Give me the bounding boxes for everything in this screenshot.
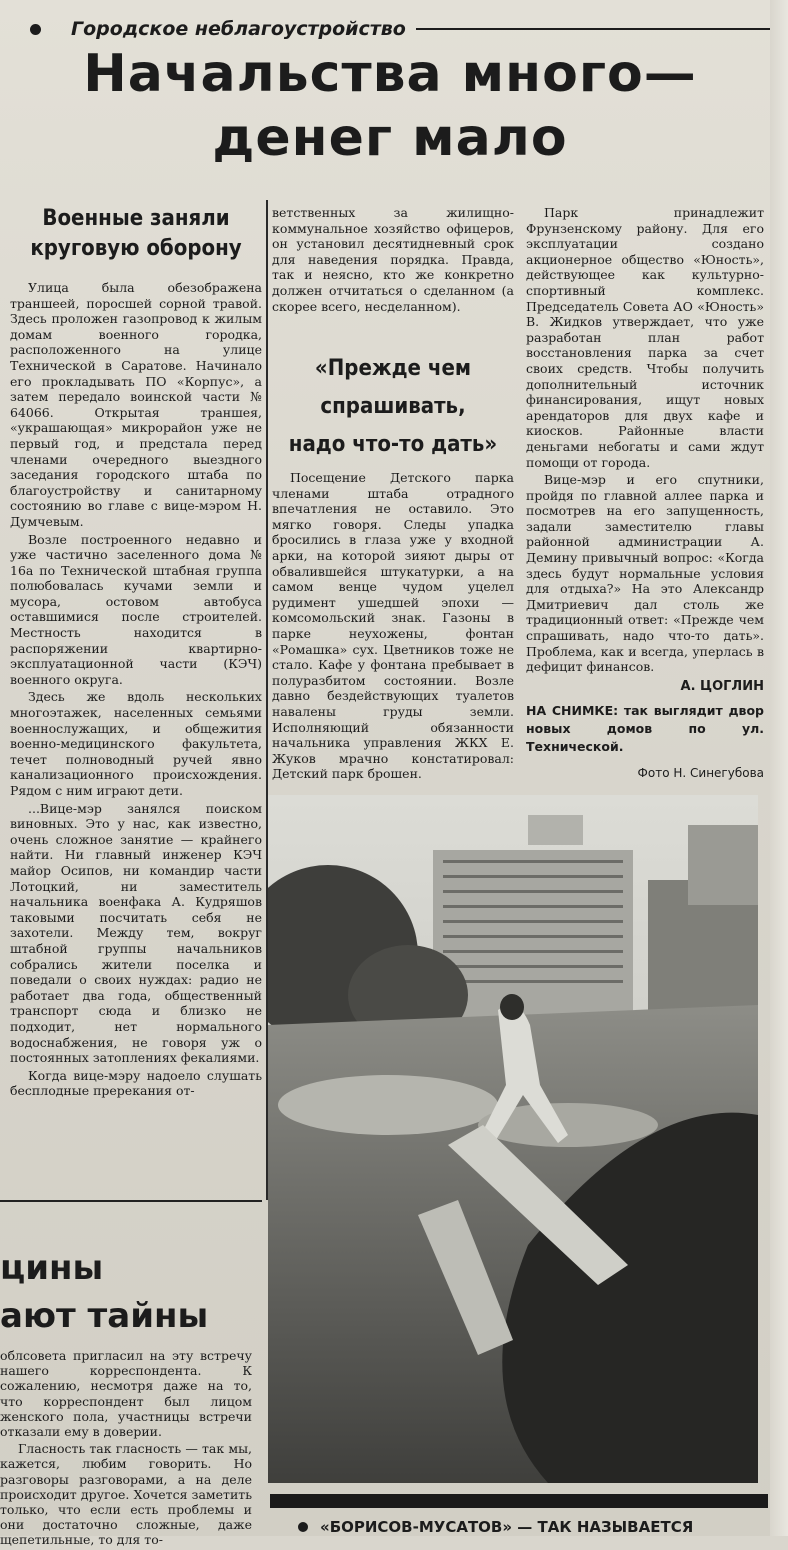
bottom-rule <box>270 1494 768 1508</box>
rubric-rule <box>416 28 770 30</box>
paragraph: Посещение Детского парка членами штаба отрадного впечатления не оставило. Это мягко говоря. Следы упадка бросились в глаза уже у входной арки, на которой зияют дыры от обвалившейся штукатурки, а на самом венце чудом уцелел рудимент ушедшей эпохи — комсомольский знак. Газоны в парке неухожены, фонтан «Ромашка» сух. Цветников тоже не стало. Кафе у фонтана пребывает в полуразбитом состоянии. Возле давно бездействующих туалетов навалены груды земли. Исполняющий обязанности начальника управления ЖКХ Е. Жуков мрачно констатировал: Детский парк брошен. <box>272 470 514 782</box>
paragraph: Улица была обезображена траншеей, поросшей сорной травой. Здесь проложен газопровод к жилым домам военного городка, расположенного на улице Технической в Саратове. Начинало его прокладывать ПО «Корпус», а затем передало воинской части № 64066. Открытая траншея, «украшающая» микрорайон уже не первый год, и предстала перед членами очередного выездного заседания городского штаба по благоустройству и санитарному состоянию во главе с вице-мэром Н. Думчевым. <box>10 280 262 529</box>
main-headline <box>40 42 740 170</box>
section1-title-line: Военные заняли <box>42 206 230 231</box>
section2-title-line: спрашивать, <box>320 394 466 419</box>
paragraph: ветственных за жилищно-коммунальное хозяйство офицеров, он установил десятидневный срок для наведения порядка. Правда, так и неясно, кто же конкретно должен отчитаться о сделанном (а скорее всего, несделанном). <box>272 205 514 314</box>
bullet-icon <box>30 24 41 35</box>
headline-line-2: денег мало <box>212 108 568 168</box>
section2-continuation <box>272 205 514 316</box>
paragraph: Парк принадлежит Фрунзенскому району. Для его эксплуатации создано акционерное общество «Юность», действующее как культурно-спортивный комплекс. Председатель Совета АО «Юность» В. Жидков утверждает, что уже разработан план работ восстановления парка за счет своих средств. Чтобы получить дополнительный источник финансирования, ищут новых арендаторов для двух кафе и киосков. Районные власти деньгами небогаты и сами ждут помощи от города. <box>526 205 764 470</box>
bottom-strip <box>298 1518 778 1536</box>
other-headline-line-1: цины <box>0 1248 104 1288</box>
rubric-text: Городское неблагоустройство <box>71 18 406 40</box>
section2-title <box>272 350 514 464</box>
headline-line-1: Начальства много— <box>83 44 697 104</box>
photo-caption: НА СНИМКЕ: так выглядит двор новых домов по ул. Технической. <box>526 703 764 755</box>
paragraph: облсовета пригласил на эту встречу нашего корреспондента. К сожалению, несмотря даже на то, что корреспондент был лицом женского пола, участницы встречи отказали ему в доверии. <box>0 1348 252 1440</box>
news-photo <box>268 795 758 1483</box>
photo-credit: Фото Н. Синегубова <box>637 766 764 781</box>
other-headline-line-2: ают тайны <box>0 1296 209 1336</box>
section3-body <box>526 205 764 782</box>
paragraph: Когда вице-мэру надоело слушать бесплодные пререкания от- <box>10 1067 262 1099</box>
other-article-body <box>0 1348 252 1550</box>
bullet-icon <box>298 1522 308 1532</box>
section1-title <box>10 204 262 264</box>
bottom-strip-text: «БОРИСОВ-МУСАТОВ» — ТАК НАЗЫВАЕТСЯ <box>320 1518 694 1536</box>
section1-title-line: круговую оборону <box>30 236 242 261</box>
author-signature: А. ЦОГЛИН <box>680 678 764 694</box>
section1-body <box>10 280 262 1101</box>
section2-title-line: «Прежде чем <box>314 356 472 381</box>
paragraph: Здесь же вдоль нескольких многоэтажек, населенных семьями военнослужащих, и общежития военно-медицинского факультета, течет полноводный ручей явно канализационного происхождения. Рядом с ним играют дети. <box>10 689 262 798</box>
section2-body <box>272 470 514 784</box>
article-divider <box>0 1200 262 1202</box>
rubric <box>30 14 770 44</box>
section2-title-line: надо что-то дать» <box>288 432 498 457</box>
paragraph: ...Вице-мэр занялся поиском виновных. Это у нас, как известно, очень сложное занятие — крайнего найти. Ни главный инженер КЭЧ майор Осипов, ни командир части Лотоцкий, ни заместитель начальника военфака А. Кудряшов таковыми посчитать себя не захотели. Между тем, вокруг штабной группы начальников собрались жители поселка и поведали о своих нуждах: радио не работает два года, общественный транспорт сюда и близко не подходит, нет нормального водоснабжения, не говоря уж о постоянных затоплениях фекалиями. <box>10 800 262 1066</box>
paragraph: Вице-мэр и его спутники, пройдя по главной аллее парка и посмотрев на его запущенность, задали заместителю главы районной администрации А. Демину привычный вопрос: «Когда здесь будут нормальные условия для отдыха?» На это Александр Дмитриевич дал столь же традиционный ответ: «Прежде чем спрашивать, надо что-то дать». Проблема, как и всегда, уперлась в дефицит финансов. <box>526 472 764 675</box>
paragraph: Гласность так гласность — так мы, кажется, любим говорить. Но разговоры разговорами, а на деле происходит другое. Хочется заметить только, что если есть проблемы и они достаточно сложные, даже щепетильные, то для то- <box>0 1441 252 1548</box>
page-edge <box>770 0 788 1536</box>
paragraph: Возле построенного недавно и уже частично заселенного дома № 16а по Технической штабная группа полюбовалась кучами земли и мусора, остовом автобуса оставшимися после строителей. Местность находится в распоряжении квартирно-эксплуатационной части (КЭЧ) военного округа. <box>10 531 262 687</box>
photo-image <box>268 795 758 1483</box>
